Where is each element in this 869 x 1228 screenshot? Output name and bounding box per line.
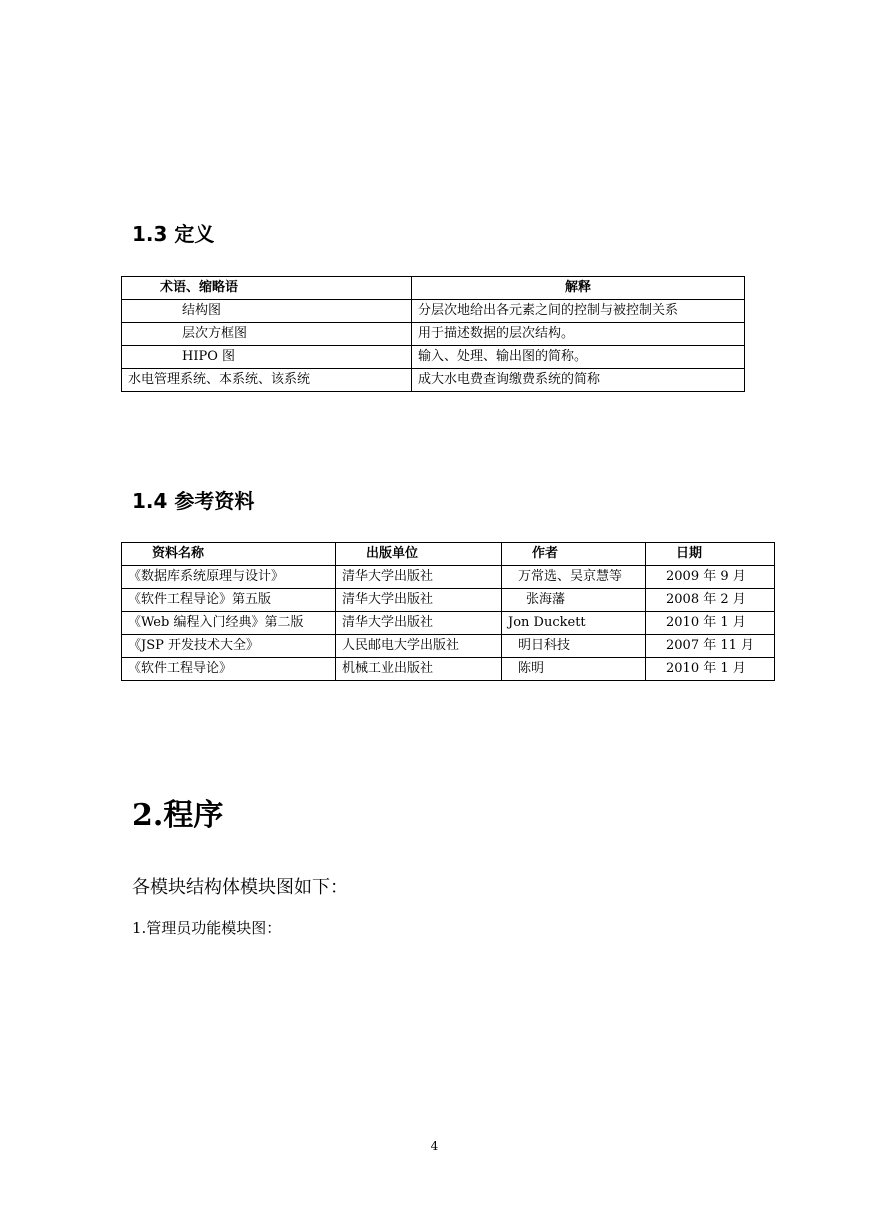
- author-cell: 万常选、吴京慧等: [502, 566, 646, 589]
- program-intro-text: 各模块结构体模块图如下：: [132, 877, 348, 898]
- author-cell: 张海藩: [502, 589, 646, 612]
- author-cell: 陈明: [502, 658, 646, 681]
- date-cell: 2010 年 1 月: [646, 612, 775, 635]
- table-header-row: [122, 543, 775, 566]
- date-cell: 2007 年 11 月: [646, 635, 775, 658]
- table-row: [122, 566, 775, 589]
- table-row: [122, 323, 745, 346]
- title-cell: 《JSP 开发技术大全》: [122, 635, 336, 658]
- table-row: [122, 589, 775, 612]
- term-cell: 水电管理系统、本系统、该系统: [122, 369, 412, 392]
- table-row: [122, 612, 775, 635]
- date-cell: 2008 年 2 月: [646, 589, 775, 612]
- date-cell: 2010 年 1 月: [646, 658, 775, 681]
- page-number: 4: [430, 1139, 439, 1153]
- term-cell: 层次方框图: [122, 323, 412, 346]
- author-cell: 明日科技: [502, 635, 646, 658]
- column-header-date: 日期: [646, 543, 775, 566]
- table-row: [122, 369, 745, 392]
- admin-module-caption: 1.管理员功能模块图：: [132, 919, 282, 937]
- column-header-publisher: 出版单位: [336, 543, 502, 566]
- term-cell: HIPO 图: [122, 346, 412, 369]
- description-cell: 用于描述数据的层次结构。: [412, 323, 745, 346]
- section-heading-references: 1.4 参考资料: [132, 489, 255, 513]
- description-cell: 输入、处理、输出图的简称。: [412, 346, 745, 369]
- title-cell: 《Web 编程入门经典》第二版: [122, 612, 336, 635]
- column-header-description: 解释: [412, 277, 745, 300]
- title-cell: 《软件工程导论》: [122, 658, 336, 681]
- publisher-cell: 清华大学出版社: [336, 566, 502, 589]
- description-cell: 分层次地给出各元素之间的控制与被控制关系: [412, 300, 745, 323]
- table-header-row: [122, 277, 745, 300]
- table-row: [122, 658, 775, 681]
- title-cell: 《数据库系统原理与设计》: [122, 566, 336, 589]
- date-cell: 2009 年 9 月: [646, 566, 775, 589]
- publisher-cell: 人民邮电大学出版社: [336, 635, 502, 658]
- section-heading-program: 2.程序: [132, 798, 224, 833]
- column-header-title: 资料名称: [122, 543, 336, 566]
- publisher-cell: 清华大学出版社: [336, 612, 502, 635]
- description-cell: 成大水电费查询缴费系统的简称: [412, 369, 745, 392]
- references-table: [121, 542, 775, 681]
- section-heading-definitions: 1.3 定义: [132, 222, 215, 246]
- definitions-table: [121, 276, 745, 392]
- column-header-term: 术语、缩略语: [122, 277, 412, 300]
- title-cell: 《软件工程导论》第五版: [122, 589, 336, 612]
- column-header-author: 作者: [502, 543, 646, 566]
- publisher-cell: 清华大学出版社: [336, 589, 502, 612]
- table-row: [122, 300, 745, 323]
- term-cell: 结构图: [122, 300, 412, 323]
- table-row: [122, 635, 775, 658]
- author-cell: Jon Duckett: [502, 612, 646, 635]
- table-row: [122, 346, 745, 369]
- publisher-cell: 机械工业出版社: [336, 658, 502, 681]
